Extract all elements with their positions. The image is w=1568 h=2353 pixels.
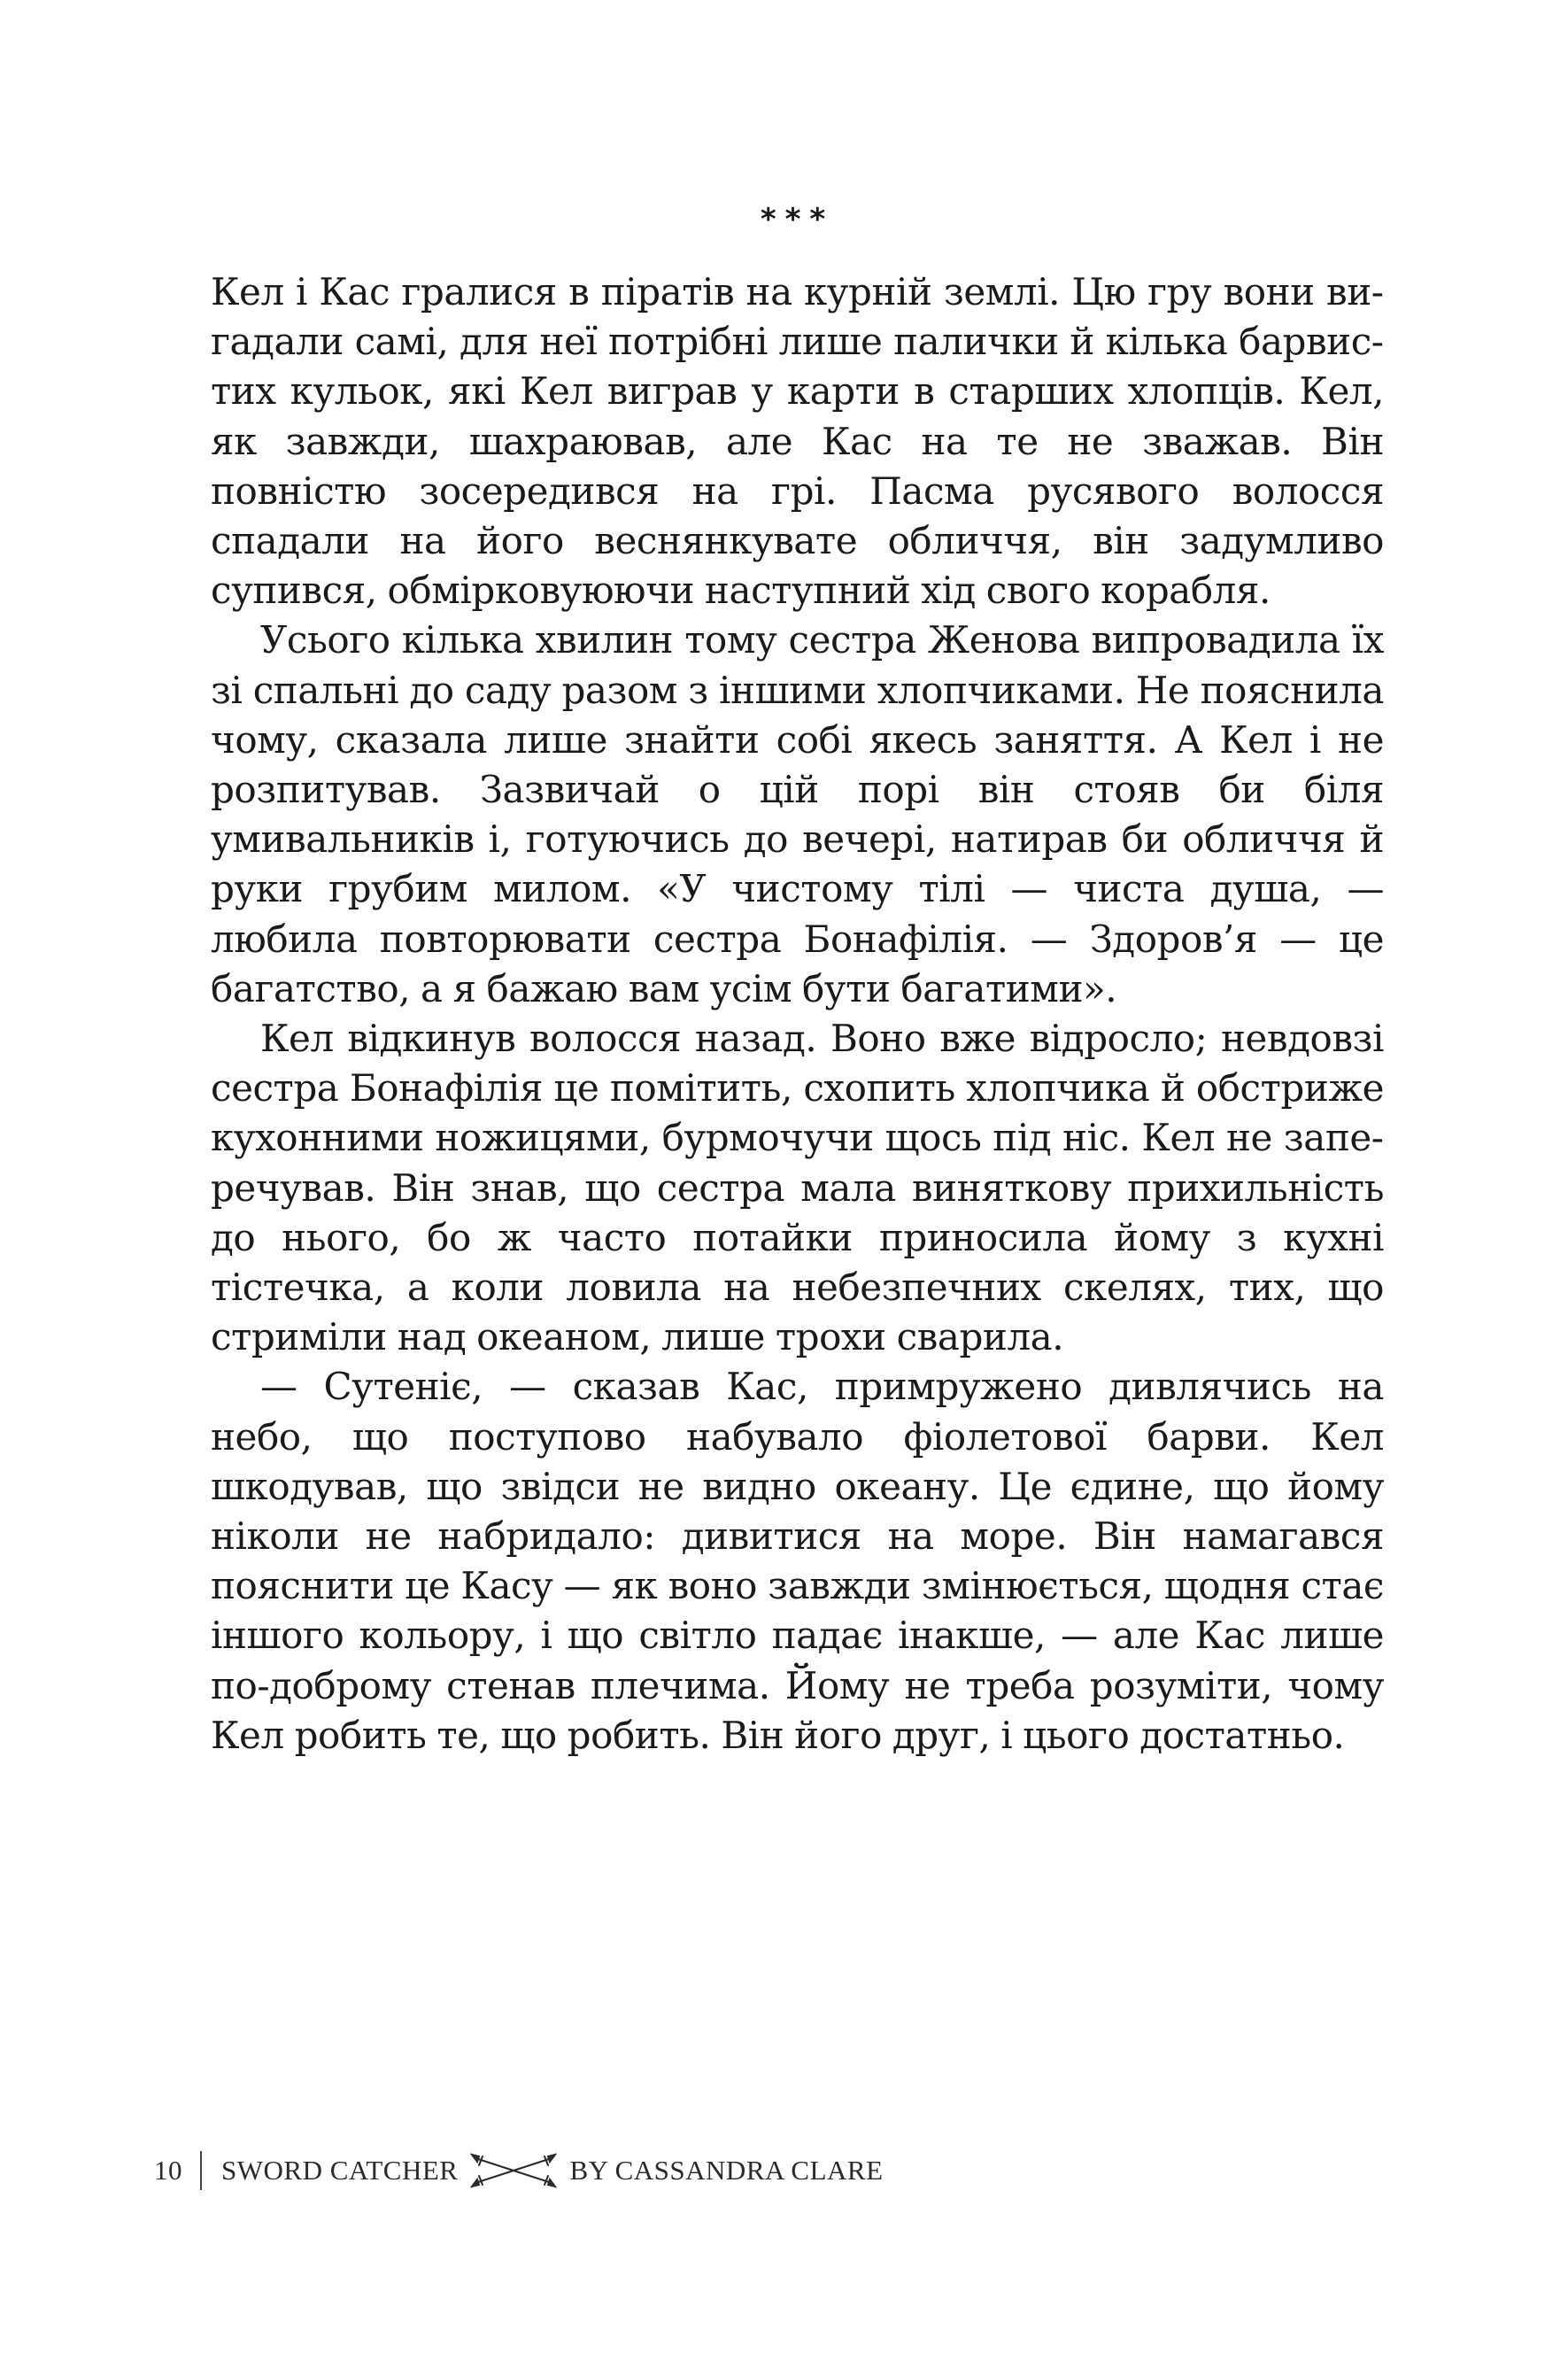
section-separator: ***: [760, 202, 835, 237]
page-footer: [154, 2148, 884, 2193]
body-text: [211, 267, 1384, 1761]
footer-divider: [200, 2151, 202, 2190]
paragraph-4: — Сутеніє, — сказав Кас, примружено дивлячись на небо, що поступово набувало фіолетової барви. Кел шкодував, що звідси не видно океану. Це єдине, що йому ніколи не набридало: дивитися на море. Він намагався пояснити це Касу — як воно завжди змінюється, щодня стає іншого кольору, і що світло падає інакше, — але Кас лише по-доброму стенав плечима. Йому не треба розуміти, чому Кел робить те, що робить. Він його друг, і цього достатньо.: [211, 1365, 1384, 1757]
page-number: 10: [154, 2155, 182, 2186]
book-author: BY CASSANDRA CLARE: [569, 2155, 884, 2186]
paragraph-1: Кел і Кас гралися в піратів на курній землі. Цю гру вони вигадали самі, для неї потрібні лише палички й кілька барвистих кульок, які Кел виграв у карти в старших хлопців. Кел, як завжди, шахраював, але Кас на те не зважав. Він повністю зосередився на грі. Пасма русявого волосся спадали на його веснянкувате обличчя, він задумливо супився, обмірковуюючи наступний хід свого корабля.: [211, 270, 1384, 613]
book-page: [211, 0, 1384, 2353]
paragraph-2: Усього кілька хвилин тому сестра Женова випровадила їх зі спальні до саду разом з іншими хлопчиками. Не пояснила чому, сказала лише знайти собі якесь заняття. А Кел і не розпитував. Зазвичай о цій порі він стояв би біля умивальників і, готуючись до вечері, натирав би обличчя й руки грубим милом. «У чистому тілі — чиста душа, — любила повторювати сестра Бонафілія. — Здоров’я — це багатство, а я бажаю вам усім бути багатими».: [211, 618, 1384, 1010]
book-title: SWORD CATCHER: [221, 2155, 459, 2186]
crossed-swords-icon: [470, 2153, 557, 2188]
paragraph-3: Кел відкинув волосся назад. Воно вже відросло; невдовзі сестра Бонафілія це помітить, схопить хлопчика й обстриже кухонними ножицями, бурмочучи щось під ніс. Кел не заперечував. Він знав, що сестра мала виняткову прихильність до нього, бо ж часто потайки приносила йому з кухні тістечка, а коли ловила на небезпечних скелях, тих, що стриміли над океаном, лише трохи сварила.: [211, 1017, 1384, 1359]
